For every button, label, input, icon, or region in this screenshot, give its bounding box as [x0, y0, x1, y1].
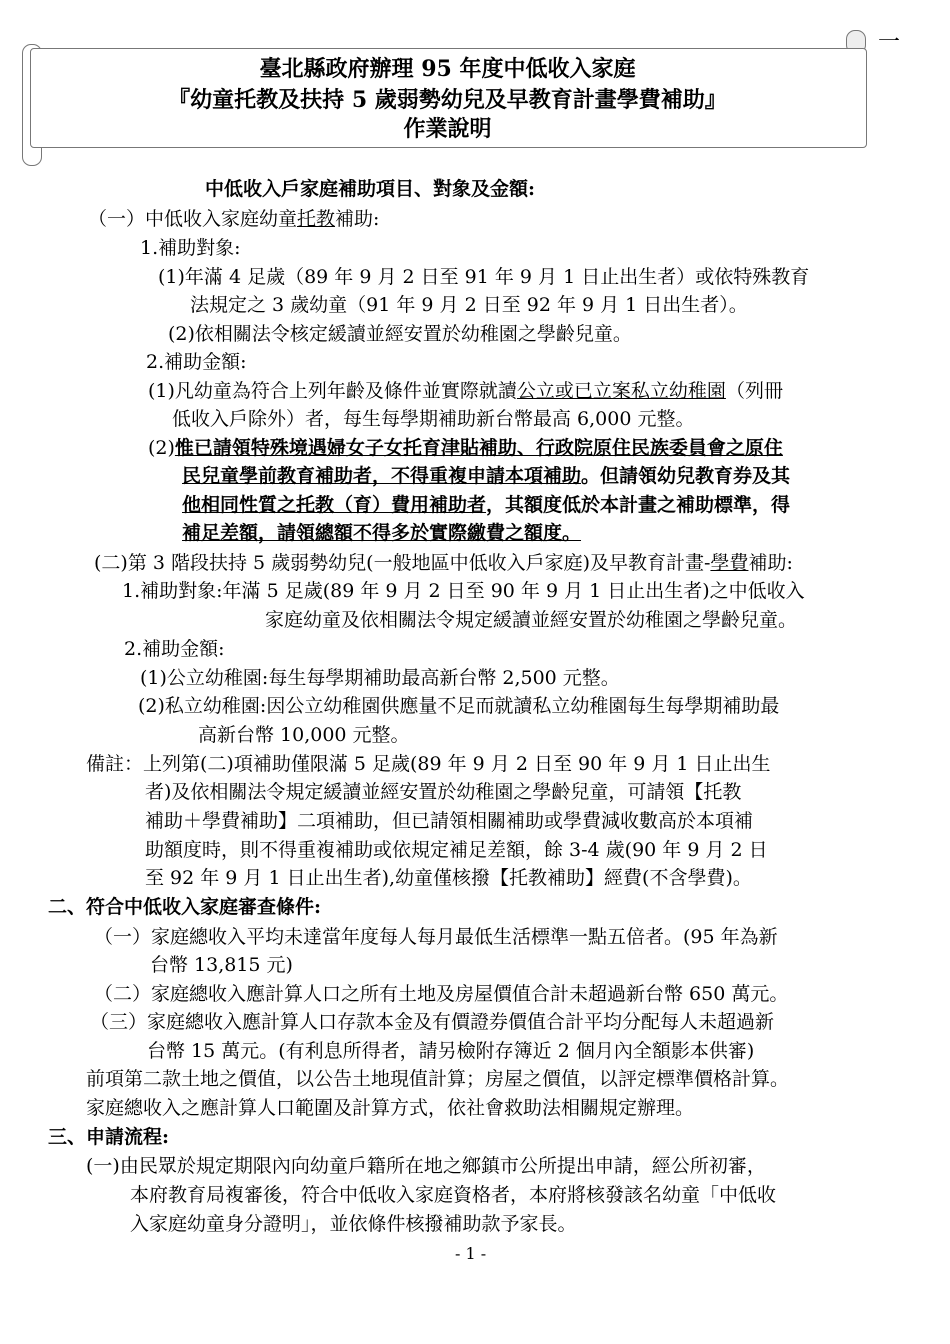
part1-amount2-bold-2-post: 。但請領幼兒教育券及其 [581, 465, 791, 487]
part1-target2: (2)依相關法令核定緩讀並經安置於幼稚園之學齡兒童。 [168, 323, 632, 345]
section3-heading: 三、申請流程: [48, 1126, 170, 1148]
page-section-mark: 一 [878, 30, 901, 55]
note-line5: 至 92 年 9 月 1 日止出生者),幼童僅核撥【托教補助】經費(不含學費)。 [145, 867, 752, 889]
criterion1-line2: 台幣 13,815 元) [150, 954, 293, 976]
part1-amount2-bold-2: 民兒童學前教育補助者，不得重複申請本項補助 [182, 465, 582, 487]
section2-heading: 二、符合中低收入家庭審查條件: [48, 896, 322, 918]
section1-heading: 中低收入戶家庭補助項目、對象及金額: [205, 178, 536, 200]
part1-amount2-line3 [182, 494, 790, 517]
part1-amount1-post: （列冊 [725, 380, 783, 402]
part2-amount2-line2: 高新台幣 10,000 元整。 [198, 724, 410, 746]
criterion3-line1: （三）家庭總收入應計算人口存款本金及有價證券價值合計平均分配每人未超過新 [90, 1011, 775, 1033]
page-number: - 1 - [455, 1244, 487, 1263]
part2-target-line2: 家庭幼童及依相關法令規定緩讀並經安置於幼稚園之學齡兒童。 [265, 609, 798, 631]
doc-title-line3: 作業說明 [403, 116, 492, 142]
part1-amount2-line1 [148, 437, 783, 460]
step1-line2: 本府教育局複審後，符合中低收入家庭資格者，本府將核發該名幼童「中低收 [130, 1184, 777, 1206]
part2-amount-label: 2.補助金額: [124, 638, 225, 660]
note-line3: 補助＋學費補助】二項補助，但已請領相關補助或學費減收數高於本項補 [145, 810, 754, 832]
part1-amount2-line4: 補足差額，請領總額不得多於實際繳費之額度。 [182, 522, 582, 544]
part2-title [94, 552, 793, 575]
part1-target1-line1: (1)年滿 4 足歲（89 年 9 月 2 日至 91 年 9 月 1 日止出生者）或依特殊教育 [158, 266, 810, 288]
criterion3-line2: 台幣 15 萬元。(有利息所得者，請另檢附存簿近 2 個月內全額影本供審) [147, 1040, 755, 1062]
part1-amount1-line1 [148, 380, 783, 403]
part1-amount-label: 2.補助金額: [146, 351, 247, 373]
note-line1: 備註：上列第(二)項補助僅限滿 5 足歲(89 年 9 月 2 日至 90 年 9 月 1 日止出生 [86, 753, 771, 775]
section2-paragraph1: 前項第二款土地之價值，以公告土地現值計算；房屋之價值，以評定標準價格計算。 [86, 1068, 790, 1090]
part1-amount1-pre: (1)凡幼童為符合上列年齡及條件並實際就讀 [148, 380, 517, 402]
part2-target-line1: 1.補助對象:年滿 5 足歲(89 年 9 月 2 日至 90 年 9 月 1 日止出生者)之中低收入 [122, 580, 805, 602]
part1-amount2-bold-3-post: ，其額度低於本計畫之補助標準，得 [486, 494, 791, 516]
part2-amount1: (1)公立幼稚園:每生每學期補助最高新台幣 2,500 元整。 [140, 667, 620, 689]
note-line2: 者)及依相關法令規定緩讀並經安置於幼稚園之學齡兒童，可請領【托教 [145, 781, 742, 803]
step1-line1: (一)由民眾於規定期限內向幼童戶籍所在地之鄉鎮市公所提出申請，經公所初審， [86, 1155, 766, 1177]
part1-target-label: 1.補助對象: [140, 237, 241, 259]
part1-amount2-bold-3: 他相同性質之托教（育）費用補助者 [182, 494, 487, 516]
doc-title-line2: 『幼童托教及扶持 5 歲弱勢幼兒及早教育計畫學費補助』 [168, 87, 727, 113]
section2-paragraph2: 家庭總收入之應計算人口範圍及計算方式，依社會救助法相關規定辦理。 [86, 1097, 695, 1119]
part2-amount2-line1: (2)私立幼稚園:因公立幼稚園供應量不足而就讀私立幼稚園每生每學期補助最 [138, 695, 780, 717]
part1-amount2-num: (2) [148, 437, 175, 459]
part1-amount1-line2: 低收入戶除外）者，每生每學期補助新台幣最高 6,000 元整。 [172, 408, 695, 430]
criterion1-line1: （一）家庭總收入平均未達當年度每人每月最低生活標準一點五倍者。(95 年為新 [94, 926, 778, 948]
part1-title-underlined: 托教 [297, 208, 336, 230]
part1-title [88, 208, 379, 231]
part2-title-post: 補助: [748, 552, 793, 574]
criterion2: （二）家庭總收入應計算人口之所有土地及房屋價值合計未超過新台幣 650 萬元。 [94, 983, 789, 1005]
part2-title-underlined: 學費 [710, 552, 749, 574]
part1-title-pre: （一）中低收入家庭幼童 [88, 208, 298, 230]
doc-title-line1: 臺北縣政府辦理 95 年度中低收入家庭 [259, 56, 636, 82]
part1-amount2-bold-1: 惟已請領特殊境遇婦女子女托育津貼補助、行政院原住民族委員會之原住 [174, 437, 783, 459]
part1-amount2-line2 [182, 465, 790, 488]
part1-amount1-underlined: 公立或已立案私立幼稚園 [516, 380, 726, 402]
note-line4: 助額度時，則不得重複補助或依規定補足差額，餘 3-4 歲(90 年 9 月 2 日 [145, 839, 768, 861]
step1-line3: 入家庭幼童身分證明」，並依條件核撥補助款予家長。 [130, 1213, 577, 1235]
part2-title-pre: (二)第 3 階段扶持 5 歲弱勢幼兒(一般地區中低收入戶家庭)及早教育計畫- [94, 552, 711, 574]
part1-title-post: 補助: [335, 208, 380, 230]
part1-target1-line2: 法規定之 3 歲幼童（91 年 9 月 2 日至 92 年 9 月 1 日出生者）。 [190, 294, 748, 316]
